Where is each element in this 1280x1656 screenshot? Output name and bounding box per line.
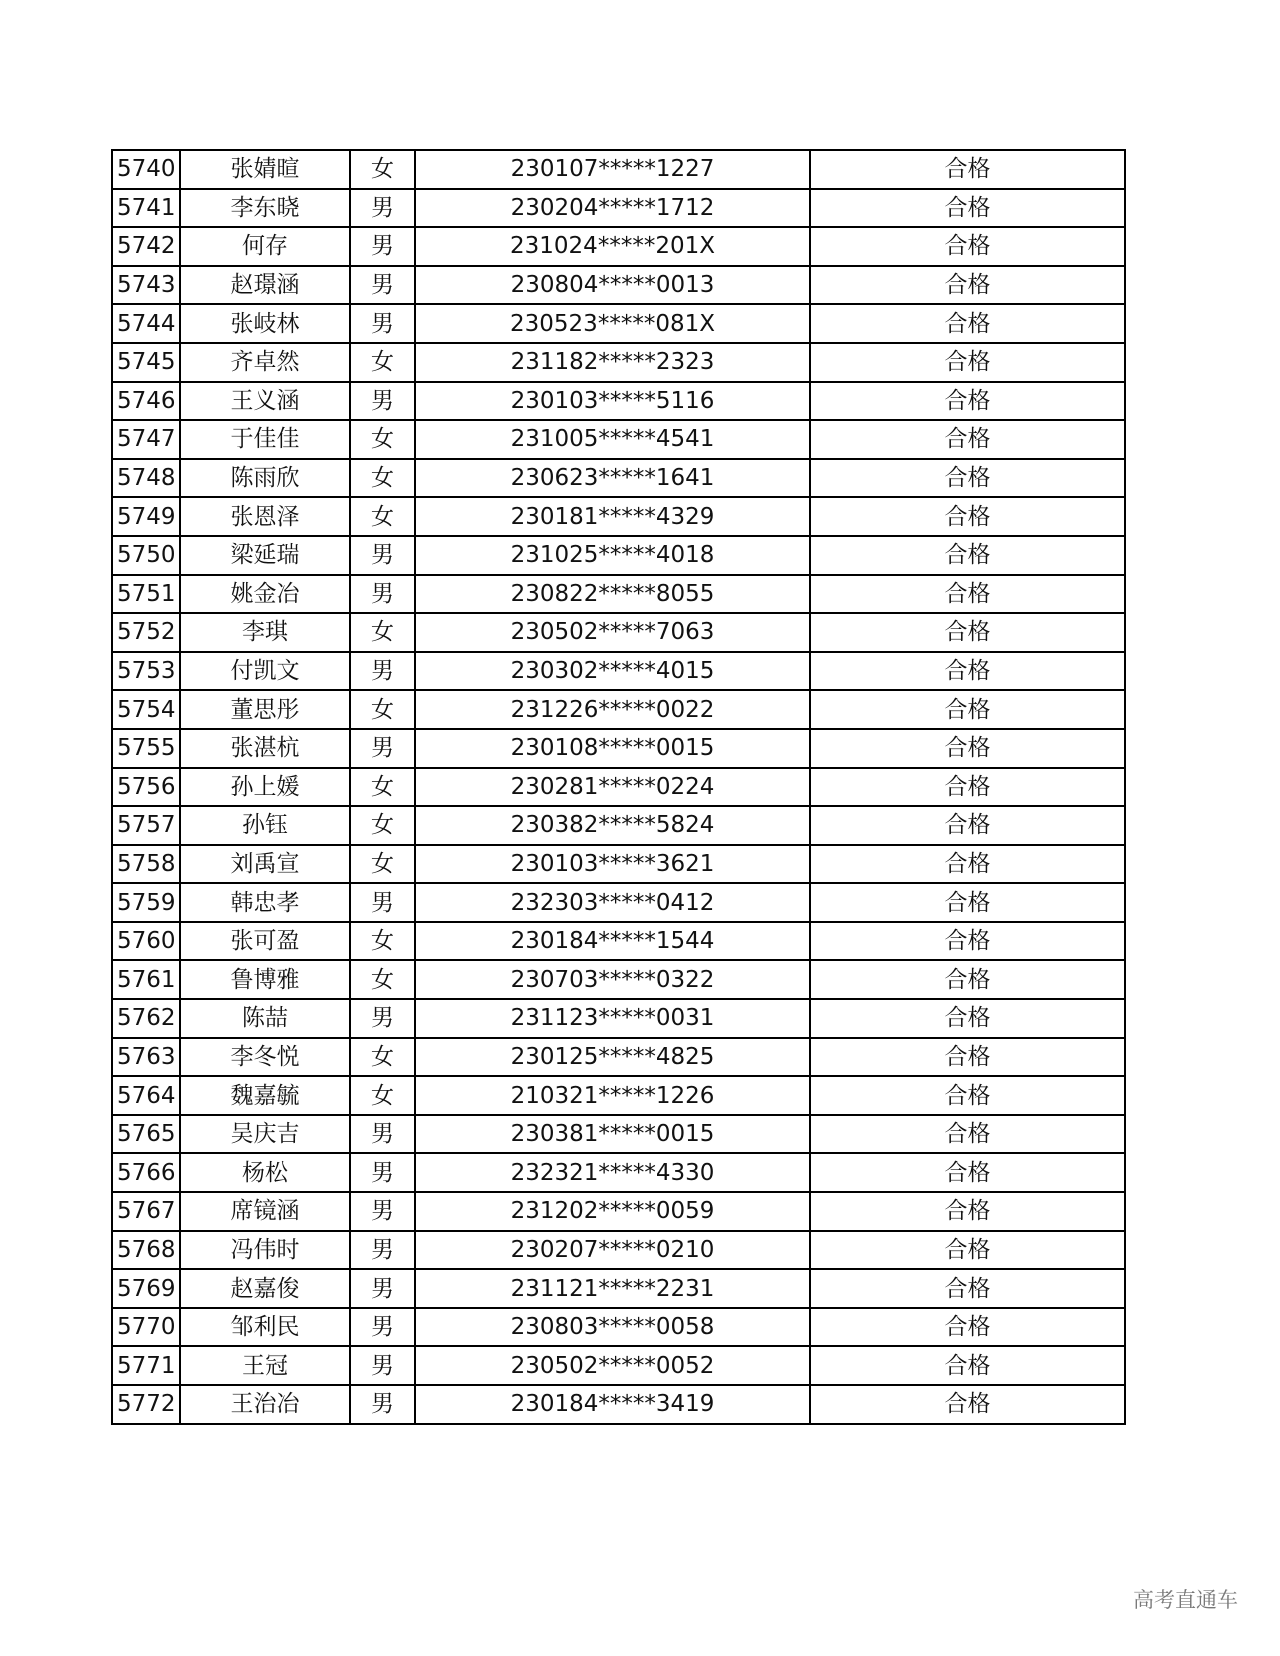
table-row (112, 768, 1125, 807)
gender: 男 (350, 1269, 415, 1308)
table-row (112, 1192, 1125, 1231)
id-number: 230281*****0224 (415, 768, 810, 807)
id-number: 230108*****0015 (415, 729, 810, 768)
row-number: 5746 (112, 382, 180, 421)
student-name: 于佳佳 (180, 420, 350, 459)
row-number: 5772 (112, 1385, 180, 1424)
gender: 男 (350, 652, 415, 691)
id-number: 230382*****5824 (415, 806, 810, 845)
result-status: 合格 (810, 845, 1125, 884)
gender: 女 (350, 459, 415, 498)
table-row (112, 1308, 1125, 1347)
id-number: 230184*****3419 (415, 1385, 810, 1424)
result-status: 合格 (810, 1115, 1125, 1154)
row-number: 5755 (112, 729, 180, 768)
gender: 男 (350, 1231, 415, 1270)
table-row (112, 690, 1125, 729)
student-name: 张可盈 (180, 922, 350, 961)
id-number: 232303*****0412 (415, 883, 810, 922)
gender: 女 (350, 420, 415, 459)
id-number: 230703*****0322 (415, 960, 810, 999)
row-number: 5743 (112, 266, 180, 305)
result-status: 合格 (810, 960, 1125, 999)
result-status: 合格 (810, 1153, 1125, 1192)
row-number: 5752 (112, 613, 180, 652)
table-row (112, 382, 1125, 421)
id-number: 232321*****4330 (415, 1153, 810, 1192)
result-status: 合格 (810, 382, 1125, 421)
student-name: 张恩泽 (180, 497, 350, 536)
result-status: 合格 (810, 613, 1125, 652)
gender: 男 (350, 1153, 415, 1192)
table-row (112, 806, 1125, 845)
row-number: 5761 (112, 960, 180, 999)
gender: 女 (350, 960, 415, 999)
row-number: 5769 (112, 1269, 180, 1308)
gender: 女 (350, 497, 415, 536)
result-status: 合格 (810, 1231, 1125, 1270)
row-number: 5765 (112, 1115, 180, 1154)
id-number: 230125*****4825 (415, 1038, 810, 1077)
gender: 男 (350, 729, 415, 768)
gender: 男 (350, 227, 415, 266)
table-row (112, 960, 1125, 999)
result-status: 合格 (810, 536, 1125, 575)
student-name: 吴庆吉 (180, 1115, 350, 1154)
result-status: 合格 (810, 883, 1125, 922)
result-status: 合格 (810, 1076, 1125, 1115)
table-row (112, 845, 1125, 884)
row-number: 5758 (112, 845, 180, 884)
row-number: 5741 (112, 189, 180, 228)
row-number: 5759 (112, 883, 180, 922)
id-number: 231226*****0022 (415, 690, 810, 729)
student-name: 王冠 (180, 1346, 350, 1385)
table-row (112, 729, 1125, 768)
student-name: 席镜涵 (180, 1192, 350, 1231)
student-name: 付凯文 (180, 652, 350, 691)
table-row (112, 999, 1125, 1038)
table-row (112, 1385, 1125, 1424)
result-status: 合格 (810, 459, 1125, 498)
student-name: 杨松 (180, 1153, 350, 1192)
row-number: 5768 (112, 1231, 180, 1270)
result-status: 合格 (810, 729, 1125, 768)
id-number: 230822*****8055 (415, 575, 810, 614)
row-number: 5742 (112, 227, 180, 266)
result-status: 合格 (810, 575, 1125, 614)
gender: 女 (350, 150, 415, 189)
student-name: 张婧暄 (180, 150, 350, 189)
row-number: 5767 (112, 1192, 180, 1231)
row-number: 5762 (112, 999, 180, 1038)
result-status: 合格 (810, 1269, 1125, 1308)
table-row (112, 1231, 1125, 1270)
table-row (112, 459, 1125, 498)
row-number: 5745 (112, 343, 180, 382)
student-name: 刘禹宣 (180, 845, 350, 884)
result-status: 合格 (810, 1038, 1125, 1077)
result-status: 合格 (810, 768, 1125, 807)
gender: 女 (350, 690, 415, 729)
id-number: 231025*****4018 (415, 536, 810, 575)
gender: 男 (350, 575, 415, 614)
result-status: 合格 (810, 304, 1125, 343)
gender: 男 (350, 1115, 415, 1154)
gender: 女 (350, 845, 415, 884)
id-number: 231024*****201X (415, 227, 810, 266)
result-status: 合格 (810, 652, 1125, 691)
result-status: 合格 (810, 497, 1125, 536)
table-row (112, 575, 1125, 614)
id-number: 230623*****1641 (415, 459, 810, 498)
result-table (111, 149, 1126, 1425)
row-number: 5750 (112, 536, 180, 575)
row-number: 5748 (112, 459, 180, 498)
table-row (112, 536, 1125, 575)
row-number: 5753 (112, 652, 180, 691)
row-number: 5747 (112, 420, 180, 459)
gender: 男 (350, 883, 415, 922)
row-number: 5764 (112, 1076, 180, 1115)
result-status: 合格 (810, 266, 1125, 305)
id-number: 230204*****1712 (415, 189, 810, 228)
table-row (112, 227, 1125, 266)
student-name: 张湛杭 (180, 729, 350, 768)
gender: 女 (350, 1076, 415, 1115)
gender: 男 (350, 1385, 415, 1424)
id-number: 230804*****0013 (415, 266, 810, 305)
result-status: 合格 (810, 1308, 1125, 1347)
table-row (112, 1076, 1125, 1115)
result-status: 合格 (810, 1192, 1125, 1231)
row-number: 5749 (112, 497, 180, 536)
student-name: 何存 (180, 227, 350, 266)
row-number: 5770 (112, 1308, 180, 1347)
gender: 男 (350, 189, 415, 228)
id-number: 230181*****4329 (415, 497, 810, 536)
student-name: 齐卓然 (180, 343, 350, 382)
student-name: 梁延瑞 (180, 536, 350, 575)
table-row (112, 343, 1125, 382)
gender: 男 (350, 266, 415, 305)
table-row (112, 266, 1125, 305)
table-row (112, 1115, 1125, 1154)
student-name: 张岐林 (180, 304, 350, 343)
table-row (112, 150, 1125, 189)
student-name: 赵嘉俊 (180, 1269, 350, 1308)
result-table-body (112, 150, 1125, 1424)
student-name: 陈喆 (180, 999, 350, 1038)
id-number: 230103*****5116 (415, 382, 810, 421)
student-name: 姚金冶 (180, 575, 350, 614)
gender: 男 (350, 1308, 415, 1347)
id-number: 230502*****0052 (415, 1346, 810, 1385)
gender: 男 (350, 1346, 415, 1385)
row-number: 5756 (112, 768, 180, 807)
student-name: 鲁博雅 (180, 960, 350, 999)
id-number: 230302*****4015 (415, 652, 810, 691)
table-row (112, 1153, 1125, 1192)
id-number: 230103*****3621 (415, 845, 810, 884)
student-name: 邹利民 (180, 1308, 350, 1347)
id-number: 230803*****0058 (415, 1308, 810, 1347)
row-number: 5740 (112, 150, 180, 189)
id-number: 231123*****0031 (415, 999, 810, 1038)
result-status: 合格 (810, 420, 1125, 459)
id-number: 230107*****1227 (415, 150, 810, 189)
id-number: 230523*****081X (415, 304, 810, 343)
id-number: 230381*****0015 (415, 1115, 810, 1154)
result-status: 合格 (810, 1385, 1125, 1424)
table-row (112, 189, 1125, 228)
gender: 男 (350, 536, 415, 575)
table-row (112, 652, 1125, 691)
gender: 女 (350, 613, 415, 652)
id-number: 230207*****0210 (415, 1231, 810, 1270)
row-number: 5751 (112, 575, 180, 614)
table-row (112, 1346, 1125, 1385)
student-name: 李琪 (180, 613, 350, 652)
table-row (112, 420, 1125, 459)
row-number: 5757 (112, 806, 180, 845)
student-name: 孙上媛 (180, 768, 350, 807)
table-row (112, 613, 1125, 652)
id-number: 231202*****0059 (415, 1192, 810, 1231)
result-status: 合格 (810, 343, 1125, 382)
gender: 男 (350, 999, 415, 1038)
student-name: 王治冶 (180, 1385, 350, 1424)
student-name: 魏嘉毓 (180, 1076, 350, 1115)
row-number: 5771 (112, 1346, 180, 1385)
gender: 男 (350, 382, 415, 421)
student-name: 李东晓 (180, 189, 350, 228)
row-number: 5760 (112, 922, 180, 961)
result-status: 合格 (810, 999, 1125, 1038)
id-number: 210321*****1226 (415, 1076, 810, 1115)
student-name: 韩忠孝 (180, 883, 350, 922)
gender: 女 (350, 922, 415, 961)
gender: 女 (350, 343, 415, 382)
student-name: 赵璟涵 (180, 266, 350, 305)
student-name: 王义涵 (180, 382, 350, 421)
gender: 男 (350, 304, 415, 343)
student-name: 孙钰 (180, 806, 350, 845)
table-row (112, 497, 1125, 536)
result-status: 合格 (810, 1346, 1125, 1385)
gender: 女 (350, 806, 415, 845)
id-number: 231005*****4541 (415, 420, 810, 459)
id-number: 230502*****7063 (415, 613, 810, 652)
table-row (112, 1038, 1125, 1077)
id-number: 230184*****1544 (415, 922, 810, 961)
result-status: 合格 (810, 690, 1125, 729)
table-row (112, 304, 1125, 343)
row-number: 5754 (112, 690, 180, 729)
gender: 女 (350, 768, 415, 807)
id-number: 231182*****2323 (415, 343, 810, 382)
result-status: 合格 (810, 189, 1125, 228)
gender: 男 (350, 1192, 415, 1231)
student-name: 冯伟时 (180, 1231, 350, 1270)
table-row (112, 883, 1125, 922)
table-row (112, 1269, 1125, 1308)
student-name: 李冬悦 (180, 1038, 350, 1077)
result-status: 合格 (810, 806, 1125, 845)
student-name: 陈雨欣 (180, 459, 350, 498)
table-row (112, 922, 1125, 961)
result-status: 合格 (810, 227, 1125, 266)
id-number: 231121*****2231 (415, 1269, 810, 1308)
gender: 女 (350, 1038, 415, 1077)
watermark: 高考直通车 (1133, 1588, 1238, 1612)
row-number: 5766 (112, 1153, 180, 1192)
row-number: 5763 (112, 1038, 180, 1077)
result-status: 合格 (810, 150, 1125, 189)
student-name: 董思彤 (180, 690, 350, 729)
row-number: 5744 (112, 304, 180, 343)
result-status: 合格 (810, 922, 1125, 961)
